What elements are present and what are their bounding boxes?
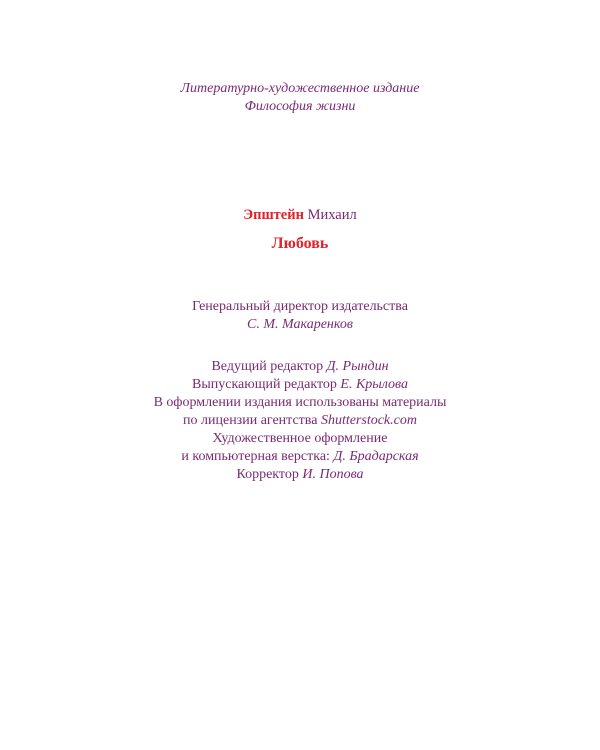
materials-line-1: В оформлении издания использованы материалы bbox=[153, 395, 447, 410]
proofreader-line bbox=[0, 466, 600, 484]
design-role: и компьютерная верстка: bbox=[181, 449, 330, 464]
director-info bbox=[0, 298, 600, 334]
author-firstname: Михаил bbox=[307, 207, 357, 223]
materials-agency: Shutterstock.com bbox=[320, 413, 417, 428]
author-surname: Эпштейн bbox=[243, 207, 304, 223]
lead-editor-name: Д. Рындин bbox=[326, 359, 389, 374]
materials-license: по лицензии агентства bbox=[183, 413, 318, 428]
edition-type: Литературно-художественное издание bbox=[180, 81, 420, 96]
issuing-editor-line bbox=[0, 376, 600, 394]
issuing-editor-role: Выпускающий редактор bbox=[192, 377, 337, 392]
proofreader-name: И. Попова bbox=[302, 467, 364, 482]
director-role: Генеральный директор издательства bbox=[192, 299, 408, 314]
director-name: С. М. Макаренков bbox=[247, 317, 353, 332]
lead-editor-line bbox=[0, 358, 600, 376]
issuing-editor-name: Е. Крылова bbox=[340, 377, 408, 392]
series-info bbox=[0, 80, 600, 116]
design-line-1: Художественное оформление bbox=[212, 431, 388, 446]
materials-line-2 bbox=[0, 412, 600, 430]
credits bbox=[0, 358, 600, 484]
design-name: Д. Брадарская bbox=[333, 449, 419, 464]
lead-editor-role: Ведущий редактор bbox=[211, 359, 324, 374]
proofreader-role: Корректор bbox=[236, 467, 299, 482]
design-line-2 bbox=[0, 448, 600, 466]
author-line bbox=[0, 206, 600, 224]
book-title: Любовь bbox=[271, 235, 329, 252]
series-name: Философия жизни bbox=[244, 99, 356, 114]
